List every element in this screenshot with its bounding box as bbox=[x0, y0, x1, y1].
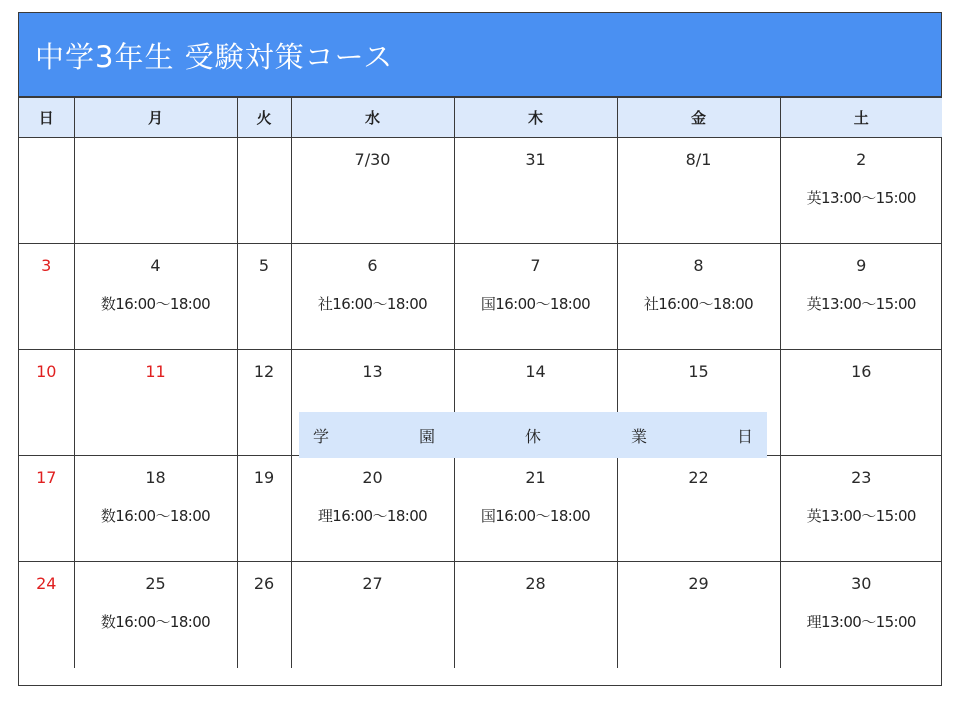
lesson-event: 数16:00～18:00 bbox=[100, 295, 211, 313]
day-cell-wed bbox=[291, 562, 454, 668]
calendar-sheet bbox=[18, 12, 942, 686]
date-number: 28 bbox=[525, 574, 546, 593]
date-number: 2 bbox=[856, 150, 867, 169]
day-cell-sun bbox=[19, 138, 74, 244]
day-cell-sat bbox=[780, 244, 942, 350]
lesson-event: 国16:00～18:00 bbox=[480, 507, 591, 525]
school-closure-banner bbox=[299, 412, 767, 458]
weekday-sat: 土 bbox=[780, 98, 942, 138]
date-number: 21 bbox=[525, 468, 546, 487]
lesson-event: 数16:00～18:00 bbox=[100, 613, 211, 631]
date-number: 10 bbox=[36, 362, 57, 381]
day-cell-sun bbox=[19, 244, 74, 350]
day-cell-sun bbox=[19, 350, 74, 456]
weekday-wed: 水 bbox=[291, 98, 454, 138]
week-row bbox=[19, 244, 942, 350]
date-number: 6 bbox=[367, 256, 378, 275]
closure-char: 学 bbox=[313, 426, 330, 446]
date-number: 7/30 bbox=[354, 150, 391, 169]
lesson-event: 国16:00～18:00 bbox=[480, 295, 591, 313]
day-cell-tue bbox=[237, 138, 291, 244]
date-number: 15 bbox=[688, 362, 709, 381]
day-cell-tue bbox=[237, 350, 291, 456]
week-row bbox=[19, 456, 942, 562]
weekday-mon: 月 bbox=[74, 98, 237, 138]
date-number: 3 bbox=[41, 256, 52, 275]
day-cell-fri bbox=[617, 244, 780, 350]
lesson-event: 社16:00～18:00 bbox=[643, 295, 754, 313]
week-row bbox=[19, 562, 942, 668]
date-number: 30 bbox=[851, 574, 872, 593]
lesson-event: 理16:00～18:00 bbox=[317, 507, 428, 525]
date-number: 26 bbox=[253, 574, 275, 593]
date-number: 24 bbox=[36, 574, 57, 593]
date-number: 31 bbox=[525, 150, 546, 169]
date-number: 5 bbox=[258, 256, 270, 275]
lesson-event: 英13:00～15:00 bbox=[806, 189, 916, 207]
day-cell-tue bbox=[237, 562, 291, 668]
weekday-sun: 日 bbox=[19, 98, 74, 138]
closure-char: 休 bbox=[524, 426, 541, 446]
date-number: 23 bbox=[851, 468, 872, 487]
date-number: 16 bbox=[851, 362, 872, 381]
day-cell-sat bbox=[780, 562, 942, 668]
lesson-event: 英13:00～15:00 bbox=[806, 295, 916, 313]
calendar-grid bbox=[19, 97, 942, 668]
day-cell-thu bbox=[454, 244, 617, 350]
day-cell-mon bbox=[74, 562, 237, 668]
date-number: 14 bbox=[525, 362, 546, 381]
day-cell-wed bbox=[291, 138, 454, 244]
day-cell-wed bbox=[291, 456, 454, 562]
date-number: 20 bbox=[362, 468, 383, 487]
lesson-event: 社16:00～18:00 bbox=[317, 295, 428, 313]
title-bar bbox=[19, 13, 941, 97]
day-cell-fri bbox=[617, 138, 780, 244]
date-number bbox=[75, 150, 237, 170]
date-number: 13 bbox=[362, 362, 383, 381]
date-number: 22 bbox=[688, 468, 709, 487]
date-number bbox=[238, 150, 291, 170]
day-cell-sat bbox=[780, 350, 942, 456]
date-number: 4 bbox=[150, 256, 161, 275]
weekday-thu: 木 bbox=[454, 98, 617, 138]
day-cell-mon bbox=[74, 244, 237, 350]
day-cell-sun bbox=[19, 456, 74, 562]
weekday-tue: 火 bbox=[237, 98, 291, 138]
day-cell-mon bbox=[74, 456, 237, 562]
date-number: 27 bbox=[362, 574, 383, 593]
date-number bbox=[19, 150, 74, 170]
date-number: 18 bbox=[145, 468, 166, 487]
date-number: 12 bbox=[253, 362, 275, 381]
week-row bbox=[19, 138, 942, 244]
day-cell-sat bbox=[780, 138, 942, 244]
day-cell-sun bbox=[19, 562, 74, 668]
date-number: 17 bbox=[36, 468, 57, 487]
date-number: 25 bbox=[145, 574, 166, 593]
day-cell-tue bbox=[237, 244, 291, 350]
date-number: 29 bbox=[688, 574, 709, 593]
date-number: 8 bbox=[693, 256, 704, 275]
lesson-event: 数16:00～18:00 bbox=[100, 507, 211, 525]
day-cell-fri bbox=[617, 456, 780, 562]
date-number: 7 bbox=[530, 256, 541, 275]
day-cell-thu bbox=[454, 562, 617, 668]
date-number: 8/1 bbox=[685, 150, 712, 169]
closure-char: 業 bbox=[630, 426, 647, 446]
day-cell-tue bbox=[237, 456, 291, 562]
day-cell-mon bbox=[74, 350, 237, 456]
lesson-event: 英13:00～15:00 bbox=[806, 507, 916, 525]
day-cell-mon bbox=[74, 138, 237, 244]
day-cell-thu bbox=[454, 138, 617, 244]
lesson-event: 理13:00～15:00 bbox=[806, 613, 916, 631]
day-cell-thu bbox=[454, 456, 617, 562]
weekday-header-row bbox=[19, 98, 942, 138]
weekday-fri: 金 bbox=[617, 98, 780, 138]
date-number: 19 bbox=[253, 468, 275, 487]
closure-char: 日 bbox=[736, 426, 753, 446]
date-number: 11 bbox=[145, 362, 166, 381]
date-number: 9 bbox=[856, 256, 867, 275]
day-cell-sat bbox=[780, 456, 942, 562]
page-title: 中学3年生 受験対策コース bbox=[35, 40, 394, 74]
day-cell-fri bbox=[617, 562, 780, 668]
closure-char: 園 bbox=[418, 426, 435, 446]
day-cell-wed bbox=[291, 244, 454, 350]
